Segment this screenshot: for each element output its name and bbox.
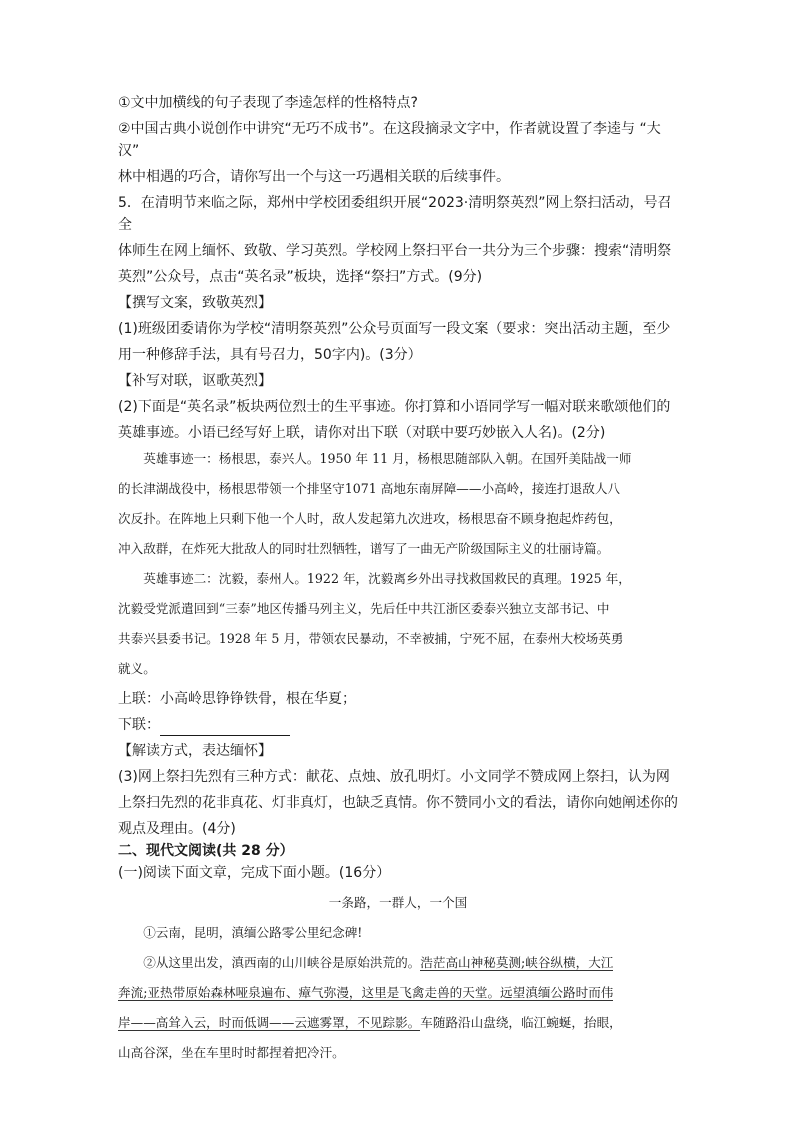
q5-sub3-line2: 上祭扫先烈的花非真花、灯非真灯，也缺乏真情。你不赞同小文的看法，请你向她阐述你的 <box>118 795 678 811</box>
hero-story-2 <box>118 564 678 684</box>
section-heading-1: 【撰写文案，致敬英烈】 <box>118 295 272 311</box>
answer-blank[interactable] <box>160 719 290 736</box>
article-para-2-line3 <box>118 1008 678 1038</box>
couplet-lower-label: 下联： <box>118 717 160 733</box>
q5-sub1-line2: 用一种修辞手法，具有号召力，50字内)。(3分） <box>118 347 422 363</box>
q5-intro-line2: 体师生在网上缅怀、致敬、学习英烈。学校网上祭扫平台一共分为三个步骤：搜索“清明祭 <box>118 243 672 259</box>
para2-underline-1: 浩茫高山神秘莫测;峡谷纵横，大江 <box>420 955 614 970</box>
part2-heading: 二、现代文阅读(共 28 分） <box>118 843 294 859</box>
q5-intro-line1: 5．在清明节来临之际，郑州中学校团委组织开展“2023·清明祭英烈”网上祭扫活动，号召全 <box>118 195 672 233</box>
para2-underline-3: 岸——高耸入云，时而低调——云遮雾罩，不见踪影。 <box>118 1015 421 1030</box>
section-heading-2: 【补写对联，讴歌英烈】 <box>118 373 272 389</box>
article-title: 一条路，一群人，一个国 <box>328 895 468 910</box>
hero2-line1: 英雄事迹二：沈毅，泰州人。1922 年，沈毅离乡外出寻找救国救民的真理。1925 年， <box>143 571 631 586</box>
q4-sub1: ①文中加横线的句子表现了李逵怎样的性格特点? <box>118 95 418 111</box>
q5-sub3-line1: (3)网上祭扫先烈有三种方式：献花、点烛、放孔明灯。小文同学不赞成网上祭扫，认为网 <box>118 769 670 785</box>
hero2-line3: 共泰兴县委书记。1928 年 5 月，带领农民暴动，不幸被捕，宁死不屈，在泰州大校场英勇 <box>118 631 624 646</box>
para2-text-a: ②从这里出发，滇西南的山川峡谷是原始洪荒的。 <box>143 955 421 970</box>
q4-sub2-line2: 林中相遇的巧合，请你写出一个与这一巧遇相关联的后续事件。 <box>118 169 510 185</box>
article-para-2 <box>118 948 678 978</box>
hero2-line2: 沈毅受党派遣回到“三泰”地区传播马列主义，先后任中共江浙区委泰兴独立支部书记、中 <box>118 601 610 616</box>
q5-sub1-line1: (1)班级团委请你为学校“清明祭英烈”公众号页面写一段文案（要求：突出活动主题，至少 <box>118 321 671 337</box>
document-page <box>118 92 678 1068</box>
hero1-line2: 的长津湖战役中，杨根思带领一个排坚守1071 高地东南屏障——小高岭，接连打退敌人八 <box>118 481 621 496</box>
section-heading-3: 【解读方式，表达缅怀】 <box>118 743 272 759</box>
q5-sub3-line3: 观点及理由。(4分) <box>118 821 236 837</box>
q4-sub2-line1: ②中国古典小说创作中讲究“无巧不成书”。在这段摘录文字中，作者就设置了李逵与 “大汉” <box>118 121 661 159</box>
couplet-upper: 上联：小高岭思铮铮铁骨，根在华夏； <box>118 691 356 707</box>
article-para-1: ①云南，昆明，滇缅公路零公里纪念碑! <box>143 925 363 940</box>
q5-sub2-line2: 英雄事迹。小语已经写好上联，请你对出下联（对联中要巧妙嵌入人名)。(2分) <box>118 425 606 441</box>
hero1-line4: 冲入敌群，在炸死大批敌人的同时壮烈牺牲，谱写了一曲无产阶级国际主义的壮丽诗篇。 <box>118 541 610 556</box>
article-para-2-line2 <box>118 978 678 1008</box>
couplet-lower <box>118 714 678 736</box>
para2-underline-2: 奔流;亚热带原始森林哑泉遍布、瘴气弥漫，这里是飞禽走兽的天堂。远望滇缅公路时而伟 <box>118 985 614 1000</box>
article-para-2-line4: 山高谷深，坐在车里时时都捏着把冷汗。 <box>118 1045 345 1060</box>
para2-text-b: 车随路沿山盘绕，临江蜿蜒，抬眼， <box>420 1015 622 1030</box>
hero-story-1 <box>118 444 678 564</box>
hero2-line4: 就义。 <box>118 661 156 676</box>
hero1-line3: 次反扑。在阵地上只剩下他一个人时，敌人发起第九次进攻，杨根思奋不顾身抱起炸药包， <box>118 511 622 526</box>
part2-sub: (一)阅读下面文章，完成下面小题。(16分） <box>118 865 391 881</box>
q5-sub2-line1: (2)下面是“英名录”板块两位烈士的生平事迹。你打算和小语同学写一幅对联来歌颂他们的 <box>118 399 671 415</box>
hero1-line1: 英雄事迹一：杨根思，泰兴人。1950 年 11 月，杨根思随部队入朝。在国歼美陆战一师 <box>143 451 632 466</box>
q5-intro-line3: 英烈”公众号，点击“英名录”板块，选择“祭扫”方式。(9分) <box>118 269 483 285</box>
